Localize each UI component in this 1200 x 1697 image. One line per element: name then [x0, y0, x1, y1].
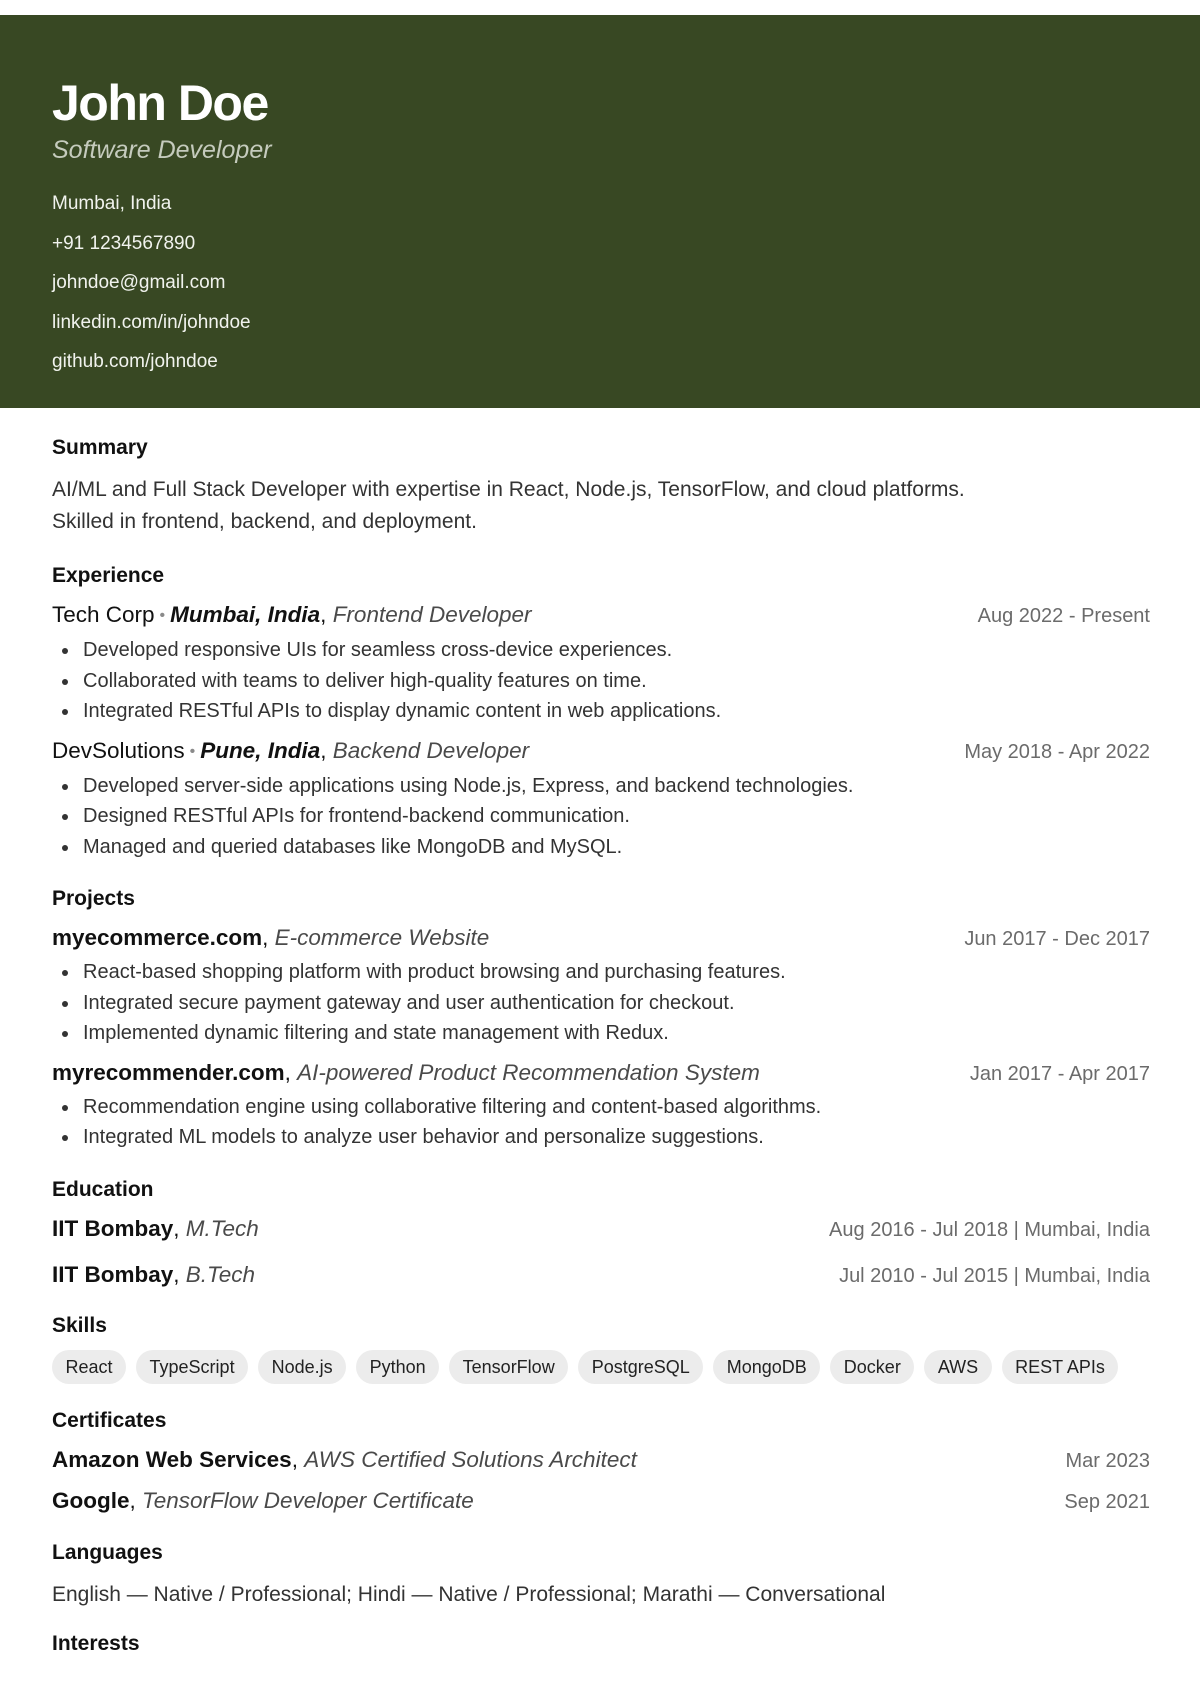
bullet-item: Implemented dynamic filtering and state management with Redux. — [83, 1018, 1150, 1049]
candidate-name: John Doe — [52, 75, 268, 131]
skill-chip: TensorFlow — [449, 1350, 568, 1384]
bullet-item: Designed RESTful APIs for frontend-backend communication. — [83, 801, 1150, 832]
experience-entry — [52, 737, 1150, 863]
experience-bullets — [52, 635, 1150, 727]
project-heading-line: myrecommender.com, AI-powered Product Recommendation System — [52, 1059, 760, 1085]
degree: B.Tech — [185, 1261, 256, 1287]
company-name: Tech Corp — [52, 602, 155, 627]
skill-chip: Python — [356, 1350, 439, 1384]
certificate-heading-line: Google, TensorFlow Developer Certificate — [52, 1487, 474, 1513]
certificate-entry — [52, 1487, 1150, 1515]
project-name: myrecommender.com — [52, 1059, 285, 1085]
school-name: IIT Bombay — [52, 1261, 174, 1287]
education-heading-line: IIT Bombay, B.Tech — [52, 1261, 256, 1287]
certificate-name: TensorFlow Developer Certificate — [142, 1487, 474, 1513]
summary-text — [52, 474, 1150, 538]
project-dates: Jun 2017 - Dec 2017 — [964, 928, 1150, 950]
project-bullets — [52, 1092, 1150, 1153]
company-name: DevSolutions — [52, 737, 185, 763]
skill-chip: AWS — [924, 1350, 991, 1384]
degree: M.Tech — [185, 1215, 259, 1241]
resume-body — [52, 408, 1150, 1656]
skill-chip: PostgreSQL — [578, 1350, 703, 1384]
contact-email[interactable]: johndoe@gmail.com — [52, 272, 226, 293]
certificate-heading-line: Amazon Web Services, AWS Certified Solutions Architect — [52, 1446, 637, 1472]
languages-text: English — Native / Professional; Hindi — Native / Professional; Marathi — Conversational — [52, 1582, 886, 1606]
project-name: myecommerce.com — [52, 925, 263, 950]
project-bullets — [52, 957, 1150, 1049]
skills-chip-list — [52, 1350, 1150, 1384]
contact-linkedin[interactable]: linkedin.com/in/johndoe — [52, 311, 251, 333]
contact-phone: +91 1234567890 — [52, 232, 196, 254]
experience-dates: May 2018 - Apr 2022 — [964, 740, 1150, 763]
certificate-date: Mar 2023 — [1065, 1449, 1150, 1472]
certificates-heading: Certificates — [52, 1408, 167, 1432]
education-heading-line: IIT Bombay, M.Tech — [52, 1215, 259, 1241]
bullet-item: Managed and queried databases like MongoDB and MySQL. — [83, 832, 1150, 863]
certificate-date: Sep 2021 — [1064, 1490, 1150, 1513]
bullet-item: Integrated ML models to analyze user behavior and personalize suggestions. — [83, 1122, 1150, 1153]
education-entry — [52, 1261, 1150, 1289]
company-location: Pune, India — [200, 737, 321, 763]
resume-header — [0, 15, 1200, 408]
experience-heading: Experience — [52, 564, 165, 587]
bullet-item: Collaborated with teams to deliver high-quality features on time. — [83, 666, 1150, 697]
interests-heading: Interests — [52, 1631, 140, 1655]
education-detail: Aug 2016 - Jul 2018 | Mumbai, India — [829, 1218, 1150, 1241]
project-subtitle: AI-powered Product Recommendation System — [297, 1059, 760, 1085]
bullet-item: React-based shopping platform with product browsing and purchasing features. — [83, 957, 1150, 988]
project-entry — [52, 924, 1150, 1049]
project-entry — [52, 1059, 1150, 1153]
job-title: Backend Developer — [332, 737, 530, 763]
company-location: Mumbai, India — [170, 602, 321, 627]
separator-dot: • — [159, 607, 166, 624]
bullet-item: Recommendation engine using collaborative filtering and content-based algorithms. — [83, 1092, 1150, 1123]
separator-dot: • — [189, 742, 196, 760]
certificate-name: AWS Certified Solutions Architect — [304, 1446, 637, 1472]
experience-bullets — [52, 771, 1150, 863]
languages-heading: Languages — [52, 1540, 163, 1564]
job-title: Frontend Developer — [332, 602, 532, 627]
summary-heading: Summary — [52, 436, 148, 459]
skill-chip: TypeScript — [136, 1350, 248, 1384]
experience-heading-line: DevSolutions • Pune, India, Backend Developer — [52, 737, 530, 763]
project-subtitle: E-commerce Website — [274, 925, 490, 950]
contact-github[interactable]: github.com/johndoe — [52, 351, 218, 372]
certificate-issuer: Amazon Web Services — [52, 1446, 292, 1472]
skill-chip: REST APIs — [1002, 1350, 1119, 1384]
bullet-item: Developed server-side applications using Node.js, Express, and backend technologies. — [83, 771, 1150, 802]
skill-chip: Node.js — [258, 1350, 346, 1384]
education-heading: Education — [52, 1177, 154, 1201]
education-detail: Jul 2010 - Jul 2015 | Mumbai, India — [839, 1264, 1150, 1287]
bullet-item: Integrated secure payment gateway and user authentication for checkout. — [83, 988, 1150, 1019]
candidate-role: Software Developer — [52, 136, 272, 164]
contact-list — [52, 184, 1200, 382]
skill-chip: Docker — [830, 1350, 914, 1384]
certificate-entry — [52, 1446, 1150, 1474]
bullet-item: Developed responsive UIs for seamless cross-device experiences. — [83, 635, 1150, 666]
contact-location: Mumbai, India — [52, 193, 172, 214]
bullet-item: Integrated RESTful APIs to display dynamic content in web applications. — [83, 696, 1150, 727]
experience-heading-line: Tech Corp • Mumbai, India, Frontend Developer — [52, 602, 532, 627]
school-name: IIT Bombay — [52, 1215, 174, 1241]
summary-line: AI/ML and Full Stack Developer with expertise in React, Node.js, TensorFlow, and cloud platforms. — [52, 478, 965, 501]
skill-chip: React — [52, 1350, 126, 1384]
summary-line: Skilled in frontend, backend, and deployment. — [52, 510, 477, 533]
experience-dates: Aug 2022 - Present — [977, 605, 1150, 627]
education-entry — [52, 1215, 1150, 1243]
projects-heading: Projects — [52, 887, 135, 910]
skill-chip: MongoDB — [713, 1350, 820, 1384]
project-dates: Jan 2017 - Apr 2017 — [969, 1062, 1150, 1085]
certificate-issuer: Google — [52, 1487, 130, 1513]
skills-heading: Skills — [52, 1313, 107, 1337]
experience-entry — [52, 601, 1150, 727]
project-heading-line: myecommerce.com, E-commerce Website — [52, 925, 490, 950]
